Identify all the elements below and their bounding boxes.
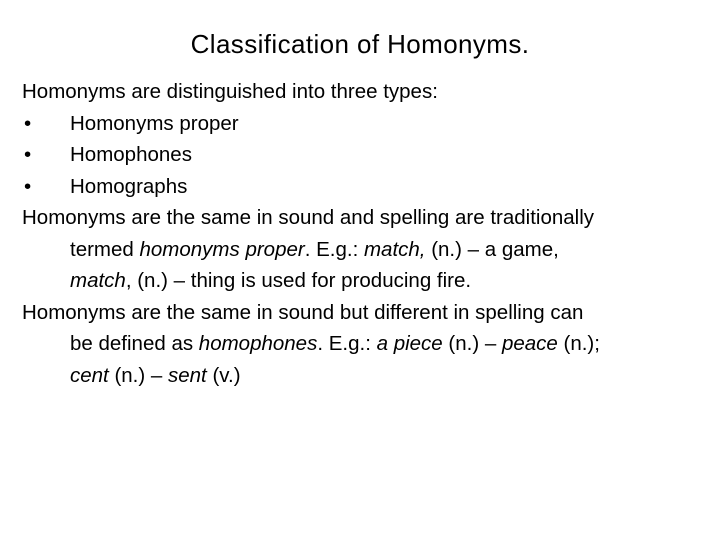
text-run: be defined as <box>70 332 199 355</box>
paragraph-line <box>22 234 712 266</box>
paragraph-line: Homonyms are the same in sound but different in spelling can <box>22 300 584 324</box>
slide-title: Classification of Homonyms. <box>190 29 530 59</box>
text-run: , (n.) – thing is used for producing fire. <box>125 269 472 292</box>
bullet-label: Homonyms proper <box>70 111 239 135</box>
term-homonyms-proper: homonyms proper <box>139 237 305 261</box>
example-word: cent <box>70 363 109 387</box>
bullet-icon: • <box>24 143 32 166</box>
paragraph-line <box>22 265 712 297</box>
example-word: sent <box>168 363 207 387</box>
paragraph-line <box>22 360 712 392</box>
text-run: . E.g.: <box>304 237 364 261</box>
bullet-icon: • <box>24 111 32 135</box>
text-run: (n.); <box>557 332 600 355</box>
example-word: match, <box>363 237 426 261</box>
intro-text: Homonyms are distinguished into three types: <box>22 80 438 103</box>
text-run: (n.) – a game, <box>425 237 559 261</box>
paragraph-line: Homonyms are the same in sound and spelling are traditionally <box>22 206 595 229</box>
bullet-item-homographs <box>22 171 712 203</box>
text-run: . E.g.: <box>317 332 377 355</box>
example-word: match <box>70 269 126 292</box>
term-homophones: homophones <box>198 332 318 355</box>
bullet-icon: • <box>24 174 32 198</box>
text-run: (n.) – <box>108 363 168 387</box>
example-word: a piece <box>376 332 443 355</box>
bullet-item-homonyms-proper <box>22 108 712 140</box>
slide-body <box>22 76 712 391</box>
bullet-label: Homophones <box>70 143 192 166</box>
paragraph-homonyms-proper <box>22 202 712 297</box>
example-word: peace <box>501 332 558 355</box>
paragraph-line <box>22 328 712 360</box>
paragraph-homophones <box>22 297 712 392</box>
bullet-item-homophones <box>22 139 712 171</box>
bullet-label: Homographs <box>70 174 188 198</box>
text-run: (v.) <box>206 363 241 387</box>
text-run: termed <box>70 237 140 261</box>
text-run: (n.) – <box>442 332 502 355</box>
